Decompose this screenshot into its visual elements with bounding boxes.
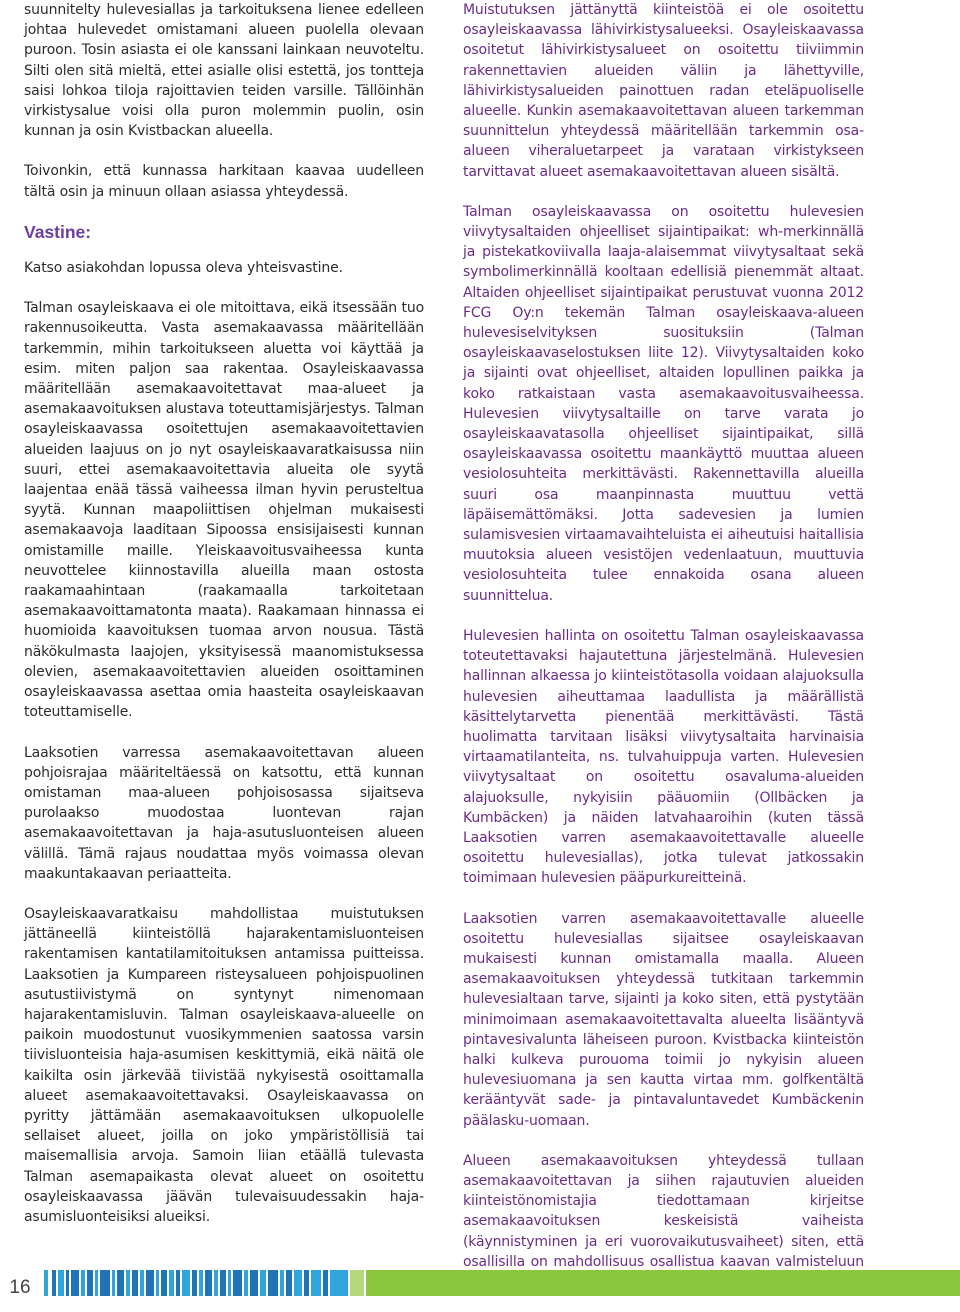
paragraph: Toivonkin, että kunnassa harkitaan kaavaa uudelleen tältä osin ja minuun ollaan asiassa yhteydessä. bbox=[24, 163, 424, 200]
footer-stripe bbox=[228, 1270, 231, 1296]
footer-stripe bbox=[350, 1270, 364, 1296]
paragraph: Talman osayleiskaavassa on osoitettu hulevesien viivytysaltaiden ohjeelliset sijaintipaikat: wh-merkinnällä ja pistekatkoviivalla laaja-alaisemmat viivytysaltaat sekä symbolimerkinnällä kooltaan edellisiä pienemmät altaat. Altaiden ohjeelliset sijaintipaikat perustuvat vuonna 2012 FCG Oy:n tekemän Talman osayleiskaava-alueen hulevesiselvityksen suosituksiin (Talman osayleiskaavaselostuksen liite 12). Viivytysaltaiden koko ja sijainti ovat ohjeelliset, altaiden lopullinen paikka ja koko ratkaistaan vasta asemakaavoitusvaiheessa. Hulevesien viivytysaltaille on tarve varata jo osayleiskaavatasolla ohjeelliset sijaintipaikat, sillä osayleiskaavassa osoitettu maankäyttö muuttaa alueen vesiolosuhteita merkittävästi. Rakennettavilla alueilla suuri osa maanpinnasta muuttuu vettä läpäisemättömäksi. Jotta sadevesien ja lumien sulamisvesien virtaamavaihteluista ei aiheutuisi haitallisia muutoksia alueen vesistöjen vedenlaatuun, muuttuvia vesiolosuhteita tulee ennakoida osana alueen suunnittelua. bbox=[463, 203, 864, 604]
right-column bbox=[463, 0, 864, 1312]
footer-stripe bbox=[95, 1270, 98, 1296]
footer-stripe bbox=[176, 1270, 180, 1296]
section-heading: Vastine: bbox=[24, 221, 92, 242]
page-footer bbox=[0, 1270, 960, 1303]
footer-stripe bbox=[52, 1270, 56, 1296]
footer-stripe bbox=[233, 1270, 242, 1296]
footer-stripe bbox=[58, 1270, 64, 1296]
footer-stripe bbox=[192, 1270, 197, 1296]
footer-stripe bbox=[100, 1270, 110, 1296]
paragraph: Alueen asemakaavoituksen yhteydessä tullaan asemakaavoitettavan ja siihen rajautuvien alueiden kiinteistönomistajia tiedottamaan kirjeitse asemakaavoituksen keskeisistä vaiheista (käynnistyminen ja eri vuorovaikutusvaiheet) siten, että osallisilla on mahdollisuus osallistua kaavan valmisteluun bbox=[463, 1152, 864, 1270]
paragraph: Talman osayleiskaava ei ole mitoittava, eikä itsessään tuo rakennusoikeutta. Vasta asemakaavassa määritellään tarkemmin, mihin tarkoitukseen aluetta voi käyttää ja esim. miten paljon saa rakentaa. Osayleiskaavassa määritellään asemakaavoitettavat maa-alueet ja asemakaavoituksen alustava toteuttamisjärjestys. Talman osayleiskaavassa osoitettujen asemakaavoitettavien alueiden laajuus on jo nyt osayleiskaavaratkaisussa niin suuri, ettei asemakaavoitettavia alueita ole syytä laajentaa enää tässä vaiheessa ilman hyvin perusteltua syytä. Kunnan maapoliittisen ohjelman mukaisesti asemakaavoja laaditaan Sipoossa ensisijaisesti kunnan omistamille maille. Yleiskaavoitusvaiheessa kunta neuvottelee kiinnostavilla alueilla maan ostosta raakamaahintaan (raakamaalla tarkoitetaan asemakaavoittamatonta maata). Raakamaan hinnassa ei huomioida kaavoituksen tuomaa arvon nousua. Tästä näkökulmasta laajojen, yksityisessä maanomistuksessa olevien, asemakaavoitettavien alueiden osoittaminen osayleiskaavassa asettaa omia haasteita osayleiskaavan toteuttamiselle. bbox=[24, 300, 424, 721]
paragraph: Hulevesien hallinta on osoitettu Talman osayleiskaavassa toteutettavaksi hajautettuna järjestelmänä. Hulevesien hallinnan alkaessa jo kiinteistötasolla voidaan alajuoksulla hulevesien aiheuttamaa laadullista ja määrällistä käsittelytarvetta pienentää merkittävästi. Tästä huolimatta tarvitaan lisäksi viivytysaltaita harvinaisia virtaamatilanteita, ns. tulvahuippuja varten. Hulevesien viivytysaltaat on osoitettu osavaluma-alueiden alajuoksulle, nykyisiin pääuomiin (Ollbäcken ja Kumbäcken) ja näiden latvahaaroihin (kuten tässä Laaksotien varren asemakaavoitettavalle alueelle osoitettu hulevesiallas), jotka tulevat jatkossakin toimimaan hulevesien pääpurkureitteinä. bbox=[463, 627, 864, 887]
footer-stripe bbox=[66, 1270, 69, 1296]
left-column bbox=[24, 0, 424, 1247]
footer-stripe bbox=[132, 1270, 138, 1296]
paragraph: Laaksotien varren asemakaavoitettavalle alueelle osoitettu hulevesiallas sijaitsee osayleiskaavan mukaisesti kunnan omistamalla maalla. Alueen asemakaavoituksen yhteydessä tutkitaan tarkemmin hulevesialtaan tarve, sijainti ja koko siten, että pystytään minimoimaan asemakaavoitettavalta alueelta lisääntyvä pintavesivalunta läheiseen puroon. Kvistbacka kiinteistön halki kulkeva purouoma toimii jo nykyisin alueen hulevesiuomana ja sen kautta virtaa mm. golfkentältä kerääntyvät sade- ja pintavaluntavedet Kumbäckenin päälasku-uomaan. bbox=[463, 910, 864, 1129]
footer-stripe bbox=[280, 1270, 284, 1296]
footer-stripe bbox=[366, 1270, 960, 1296]
footer-stripe bbox=[169, 1270, 174, 1296]
footer-stripe bbox=[140, 1270, 144, 1296]
footer-stripe bbox=[311, 1270, 321, 1296]
footer-stripe bbox=[214, 1270, 218, 1296]
paragraph: Laaksotien varressa asemakaavoitettavan alueen pohjoisrajaa määriteltäessä on katsottu, että kunnan omistaman maa-alueen pohjoisosassa sijaitseva purolaakso muodostaa luontevan rajan asemakaavoitettavan ja haja-asutusluonteisen alueen välillä. Tämä rajaus noudattaa myös voimassa olevan maakuntakaavan periaatteita. bbox=[24, 744, 424, 882]
footer-stripe bbox=[330, 1270, 348, 1296]
footer-stripe bbox=[260, 1270, 266, 1296]
footer-stripe bbox=[304, 1270, 309, 1296]
footer-stripe bbox=[250, 1270, 258, 1296]
paragraph: Muistutuksen jättänyttä kiinteistöä ei ole osoitettu osayleiskaavassa lähivirkistysalueeksi. Osayleiskaavassa osoitetut lähivirkistysalueet on osoitettu tiiviimmin rakennettavien alueiden väliin ja lähettyville, lähivirkistysalueiden painottuen radan eteläpuoliselle alueelle. Kunkin asemakaavoitettavan alueen tarkemman suunnittelun yhteydessä määritellään tarkemmin osa-alueen viheraluetarpeet ja varataan virkistykseen tarvittavat alueet asemakaavoitettavan alueen sisältä. bbox=[463, 2, 864, 180]
footer-stripe bbox=[117, 1270, 124, 1296]
footer-stripe bbox=[220, 1270, 226, 1296]
footer-stripe bbox=[205, 1270, 212, 1296]
footer-stripe bbox=[71, 1270, 79, 1296]
footer-stripe bbox=[87, 1270, 93, 1296]
footer-stripe-bar bbox=[44, 1270, 960, 1296]
footer-stripe bbox=[146, 1270, 154, 1296]
paragraph: Katso asiakohdan lopussa oleva yhteisvastine. bbox=[24, 260, 343, 277]
footer-stripe bbox=[161, 1270, 167, 1296]
footer-stripe bbox=[81, 1270, 85, 1296]
footer-stripe bbox=[323, 1270, 328, 1296]
page-number: 16 bbox=[9, 1277, 31, 1298]
footer-stripe bbox=[294, 1270, 302, 1296]
footer-stripe bbox=[112, 1270, 115, 1296]
paragraph: Osayleiskaavaratkaisu mahdollistaa muistutuksen jättäneellä kiinteistöllä hajarakentamisluonteisen rakentamisen kantatilamitoituksen antamissa puitteissa. Laaksotien ja Kumpareen risteysalueen pohjoispuolinen asutustiivistymä on syntynyt nimenomaan hajarakentamisluvin. Talman osayleiskaava-alueelle on paikoin muodostunut vuosikymmenien saatossa varsin tiivisluonteisia haja-asumisen keskittymiä, eikä näitä ole kaikilta osin järkevää tiivistää nykyisestä osoittamalla alueet asemakaavoitettavaksi. Osayleiskaavassa on pyritty jättämään asemakaavoituksen ulkopuolelle sellaiset alueet, joilla on joko ympäristöllisiä tai maisemallisia arvoja. Samoin liian etäällä tulevasta Talman asemapaikasta olevat alueet on osoitettu osayleiskaavassa jäävän tulevaisuudessakin haja-asumisluonteisiksi alueiksi. bbox=[24, 905, 424, 1225]
footer-stripe bbox=[156, 1270, 159, 1296]
footer-stripe bbox=[286, 1270, 292, 1296]
footer-stripe bbox=[182, 1270, 190, 1296]
footer-stripe bbox=[268, 1270, 278, 1296]
footer-stripe bbox=[244, 1270, 248, 1296]
footer-stripe bbox=[199, 1270, 203, 1296]
paragraph: suunnitelty hulevesiallas ja tarkoituksena lienee edelleen johtaa hulevedet omistamani alueen puolella olevaan puroon. Tosin asiasta ei ole kanssani lainkaan neuvoteltu. Silti olen sitä mieltä, ettei asialle olisi estettä, jos tontteja saisi lohkoa tiloja rajoittavien teiden varsille. Tällöinhän virkistysalue voisi olla puron molemmin puolin, osin kunnan ja osin Kvistbackan alueella. bbox=[24, 2, 424, 140]
footer-stripe bbox=[44, 1270, 48, 1296]
footer-stripe bbox=[126, 1270, 130, 1296]
